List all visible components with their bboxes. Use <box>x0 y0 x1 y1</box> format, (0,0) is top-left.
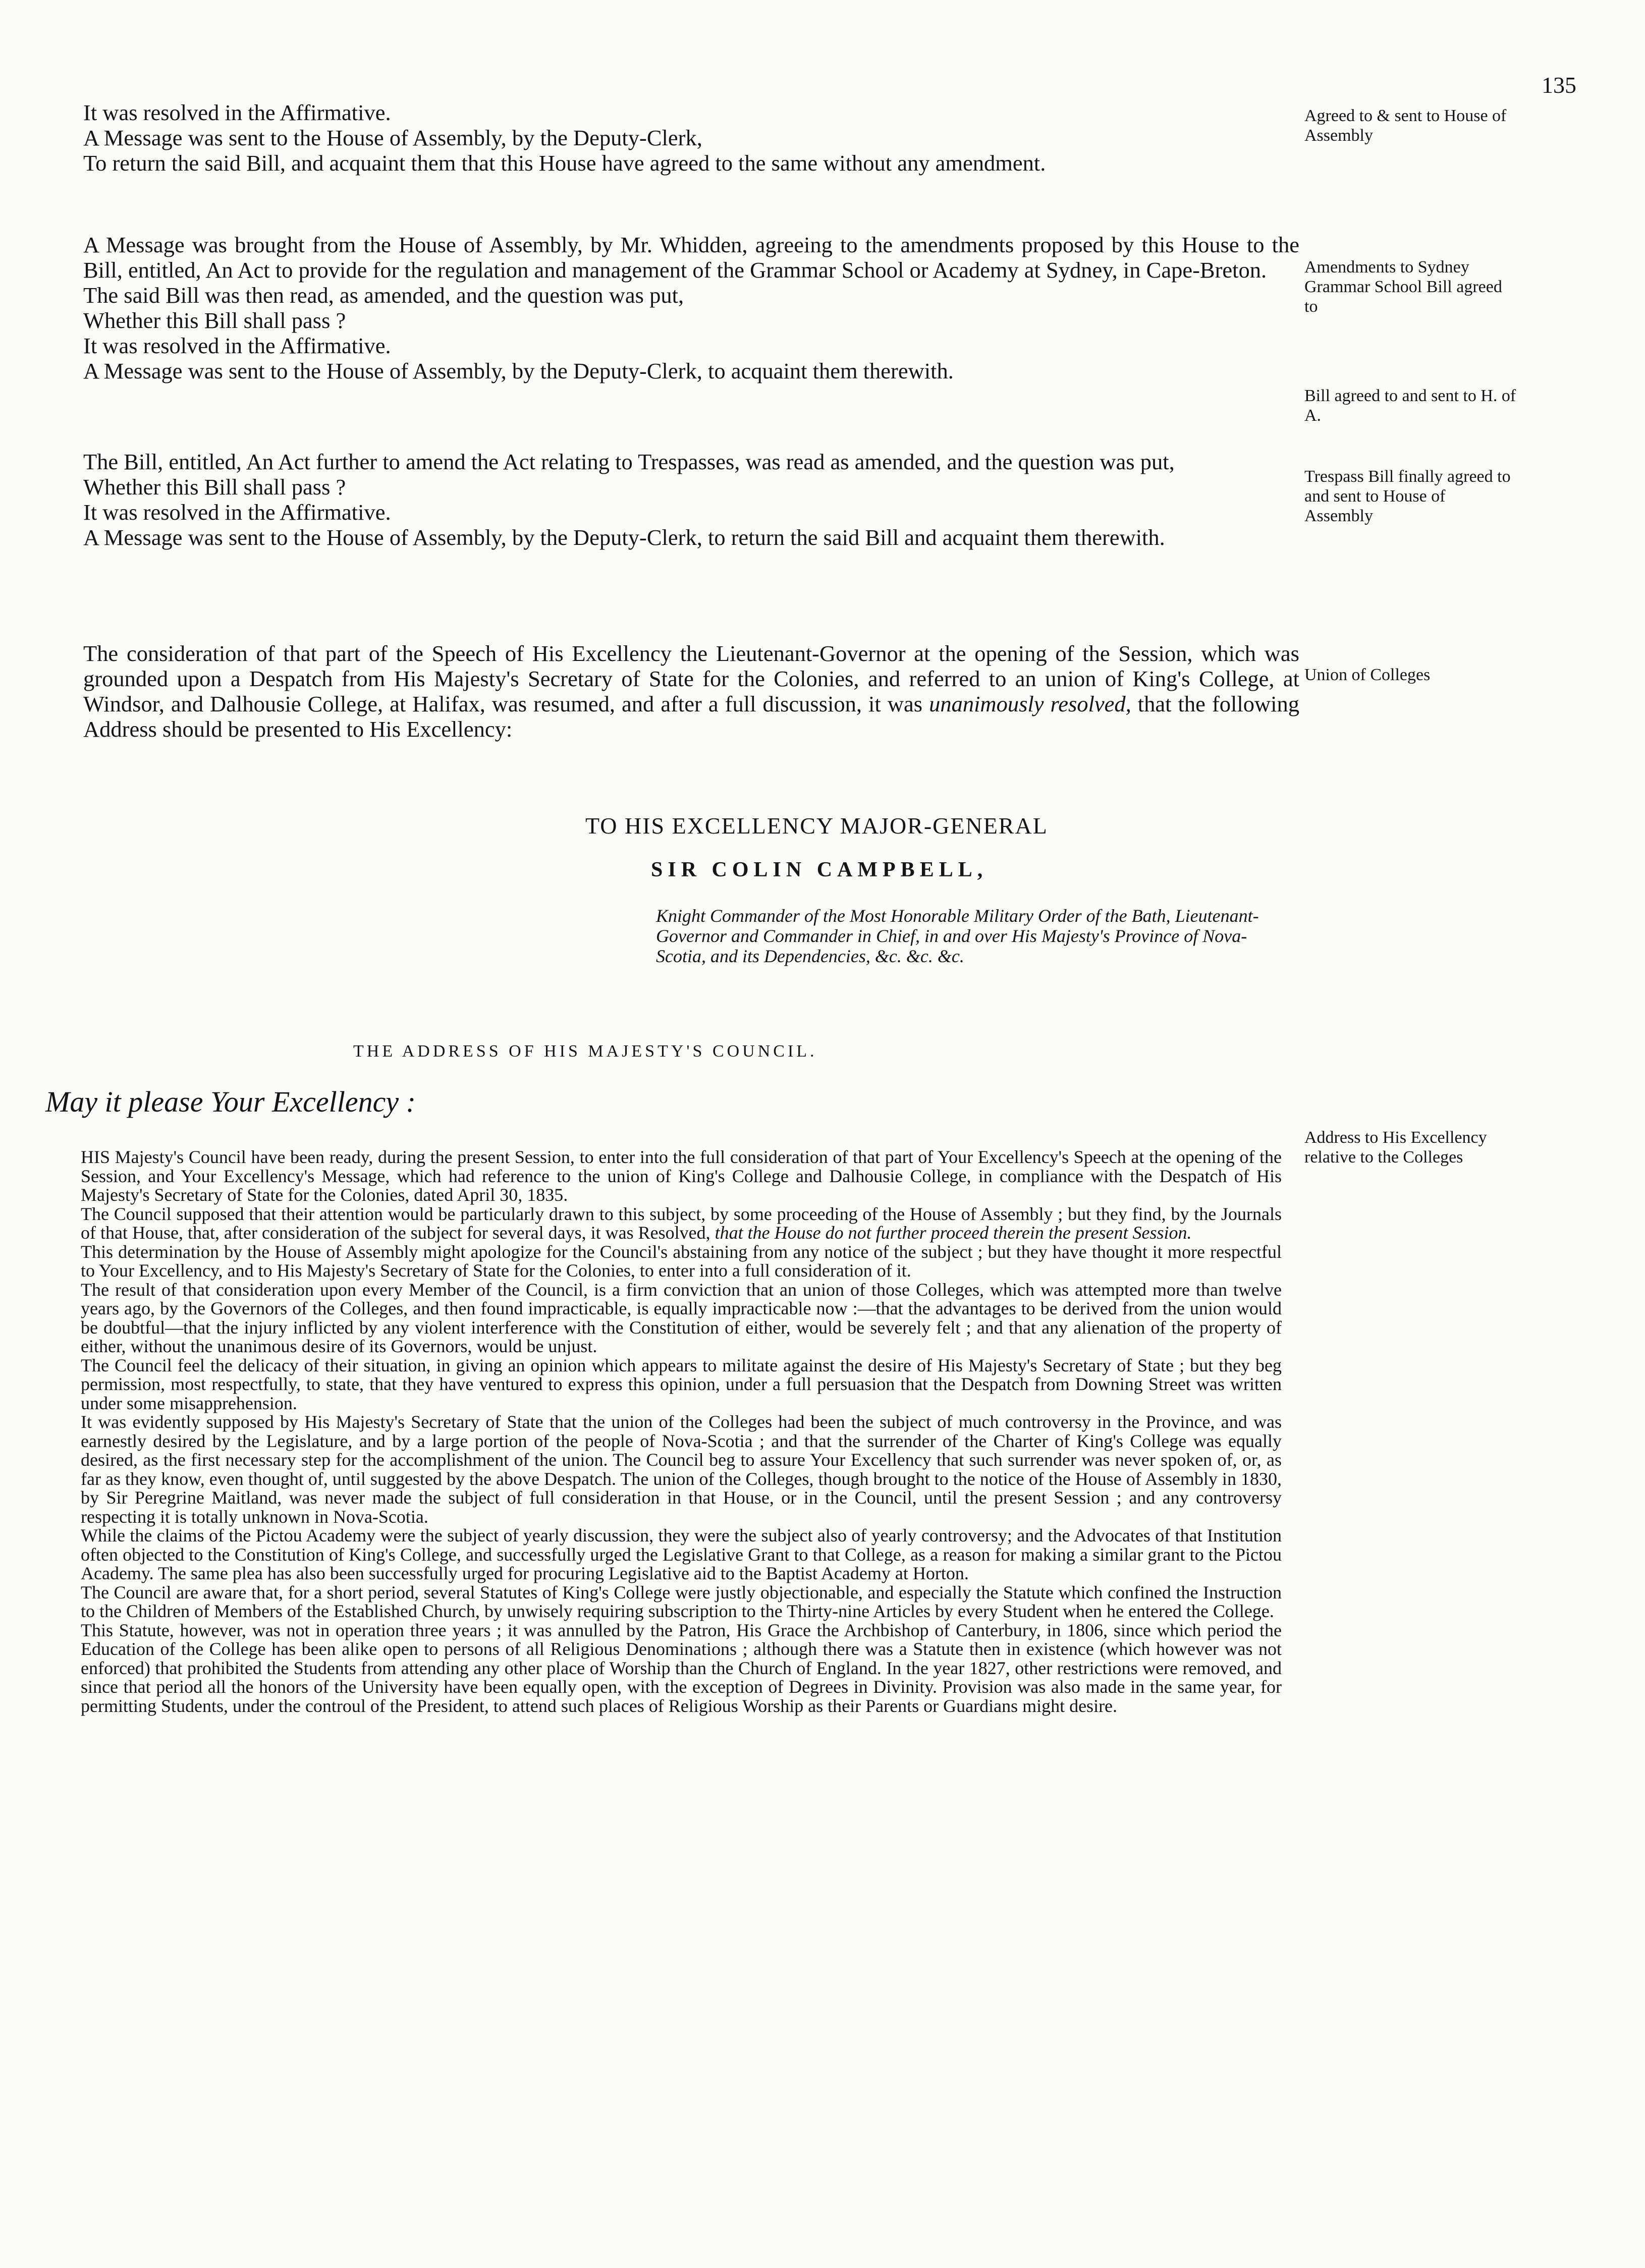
body-paragraph: The result of that consideration upon every Member of the Council, is a firm conviction that an union of those Colleges, which was attempted more than twelve years ago, by the Governors of the Colleges, and then found impracticable, is equally impracticable now :—that the advantages to be derived from the union would be doubtful—that the injury inflicted by any violent interference with the Constitution of either, would be severely felt ; and that any alienation of the property of either, without the unanimous desire of its Governors, would be unjust. <box>81 1279 1282 1356</box>
text-paragraph: To return the said Bill, and acquaint them that this House have agreed to the same without any amendment. <box>83 150 1046 176</box>
text-run: The consideration of that part of the Speech of His Excellency the Lieutenant-Governor at the opening of the Session, which was grounded upon a Despatch from His Majesty's Secretary of State for the Colonies, and referred to an union of King's College, at Windsor, and Dalhousie College, at Halifax, was resumed, and after a full discussion, it was <box>83 641 1299 716</box>
text-line: It was resolved in the Affirmative. <box>83 333 391 358</box>
body-paragraph: The Council are aware that, for a short period, several Statutes of King's College were justly objectionable, and especially the Statute which confined the Instruction to the Children of Members of the Established Church, by unwisely requiring subscription to the Thirty-nine Articles by every Student when he entered the College. <box>81 1582 1282 1621</box>
body-paragraph: It was evidently supposed by His Majesty's Secretary of State that the union of the Colleges had been the subject of much controversy in the Province, and was earnestly desired by the Legislature, and by a large portion of the people of Nova-Scotia ; and that the surrender of the Charter of King's College was equally desired, as the first necessary step for the accomplishment of the union. The Council beg to assure Your Excellency that such surrender was never spoken of, or, as far as they know, even thought of, until suggested by the above Despatch. The union of the Colleges, though brought to the notice of the House of Assembly in 1830, by Sir Peregrine Maitland, was never made the subject of full consideration in that House, or in the Council, until the present Session ; and any controversy respecting it is totally unknown in Nova-Scotia. <box>81 1412 1282 1527</box>
text-line: It was resolved in the Affirmative. <box>83 500 391 525</box>
margin-note: Amendments to Sydney Grammar School Bill agreed to <box>1304 258 1502 316</box>
margin-note: Agreed to & sent to House of Assembly <box>1304 106 1507 145</box>
text-paragraph: A Message was brought from the House of Assembly, by Mr. Whidden, agreeing to the amendments proposed by this House to the Bill, entitled, An Act to provide for the regulation and management of the Grammar School or Academy at Sydney, in Cape-Breton. <box>83 232 1299 283</box>
section-union-of-colleges <box>83 641 1299 742</box>
text-run: that the following Address should be presented to His Excellency: <box>83 691 1299 742</box>
margin-note: Bill agreed to and sent to H. of A. <box>1304 386 1516 425</box>
body-paragraph: This Statute, however, was not in operation three years ; it was annulled by the Patron, His Grace the Archbishop of Canterbury, in 1806, since which period the Education of the College has been alike open to persons of all Religious Denominations ; although there was a Statute then in existence (which however was not enforced) that prohibited the Students from attending any other place of Worship than the Church of England. In the year 1827, other restrictions were removed, and since that period all the honors of the University have been equally open, with the exception of Degrees in Divinity. Provision was also made in the same year, for permitting Students, under the controul of the President, to attend such places of Religious Worship as their Parents or Guardians might desire. <box>81 1620 1282 1716</box>
text-emphasis: that the House do not further proceed therein the present Session. <box>715 1223 1192 1243</box>
text-line: The said Bill was then read, as amended, and the question was put, <box>83 283 684 308</box>
text-run: The Council supposed that their attention would be particularly drawn to this subject, by some proceeding of the House of Assembly ; but they find, by the Journals of that House, that, after consideration of the subject for several days, it was Resolved, <box>81 1203 1282 1243</box>
text-paragraph: A Message was sent to the House of Assembly, by the Deputy-Clerk, to return the said Bill and acquaint them therewith. <box>83 525 1165 550</box>
section-trespass-bill <box>83 449 1299 550</box>
margin-note: Address to His Excellency relative to the Colleges <box>1304 1128 1487 1167</box>
body-paragraph: This determination by the House of Assembly might apologize for the Council's abstaining from any notice of the subject ; but they have thought it more respectful to Your Excellency, and to His Majesty's Secretary of State for the Colonies, to enter into a full consideration of it. <box>81 1241 1282 1281</box>
text-paragraph <box>83 641 1299 742</box>
address-greeting: May it please Your Excellency : <box>45 1085 416 1118</box>
text-line: It was resolved in the Affirmative. <box>83 100 391 125</box>
text-line: A Message was sent to the House of Assembly, by the Deputy-Clerk, <box>83 125 702 150</box>
margin-note: Union of Colleges <box>1304 666 1431 684</box>
address-titles: Knight Commander of the Most Honorable Military Order of the Bath, Lieutenant-Governor and Commander in Chief, in and over His Majesty's Province of Nova-Scotia, and its Dependencies, &c. &c. &c. <box>656 906 1259 966</box>
address-body <box>81 1148 1282 1716</box>
body-paragraph: HIS Majesty's Council have been ready, during the present Session, to enter into the full consideration of that part of Your Excellency's Speech at the opening of the Session, and Your Excellency's Message, which had reference to the union of King's College and Dalhousie College, in compliance with the Despatch of His Majesty's Secretary of State for the Colonies, dated April 30, 1835. <box>81 1147 1282 1205</box>
section-grammar-school-bill <box>83 232 1299 383</box>
body-paragraph: While the claims of the Pictou Academy were the subject of yearly discussion, they were the subject also of yearly controversy; and the Advocates of that Institution often objected to the Constitution of King's College, and successfully urged the Legislative Grant to that College, as a reason for making a similar grant to the Pictou Academy. The same plea has also been successfully urged for procuring Legislative aid to the Baptist Academy at Horton. <box>81 1525 1282 1583</box>
text-emphasis: unanimously resolved, <box>929 691 1131 716</box>
text-paragraph: The Bill, entitled, An Act further to amend the Act relating to Trespasses, was read as amended, and the question was put, <box>83 449 1175 474</box>
body-paragraph: The Council feel the delicacy of their situation, in giving an opinion which appears to militate against the desire of His Majesty's Secretary of State ; but they beg permission, most respectfully, to state, that they have ventured to express this opinion, under a full persuasion that the Despatch from Downing Street was written under some misapprehension. <box>81 1355 1282 1413</box>
body-paragraph <box>81 1205 1282 1243</box>
section-affirmative-message <box>83 100 1299 176</box>
text-line: Whether this Bill shall pass ? <box>83 308 346 333</box>
address-to: TO HIS EXCELLENCY MAJOR-GENERAL <box>585 813 1048 839</box>
address-name: SIR COLIN CAMPBELL, <box>651 858 988 881</box>
page-number: 135 <box>1542 72 1576 98</box>
text-line: Whether this Bill shall pass ? <box>83 474 346 500</box>
margin-note: Trespass Bill finally agreed to and sent to House of Assembly <box>1304 467 1511 525</box>
address-heading: THE ADDRESS OF HIS MAJESTY'S COUNCIL. <box>353 1042 817 1061</box>
text-line: A Message was sent to the House of Assembly, by the Deputy-Clerk, to acquaint them therewith. <box>83 358 954 383</box>
